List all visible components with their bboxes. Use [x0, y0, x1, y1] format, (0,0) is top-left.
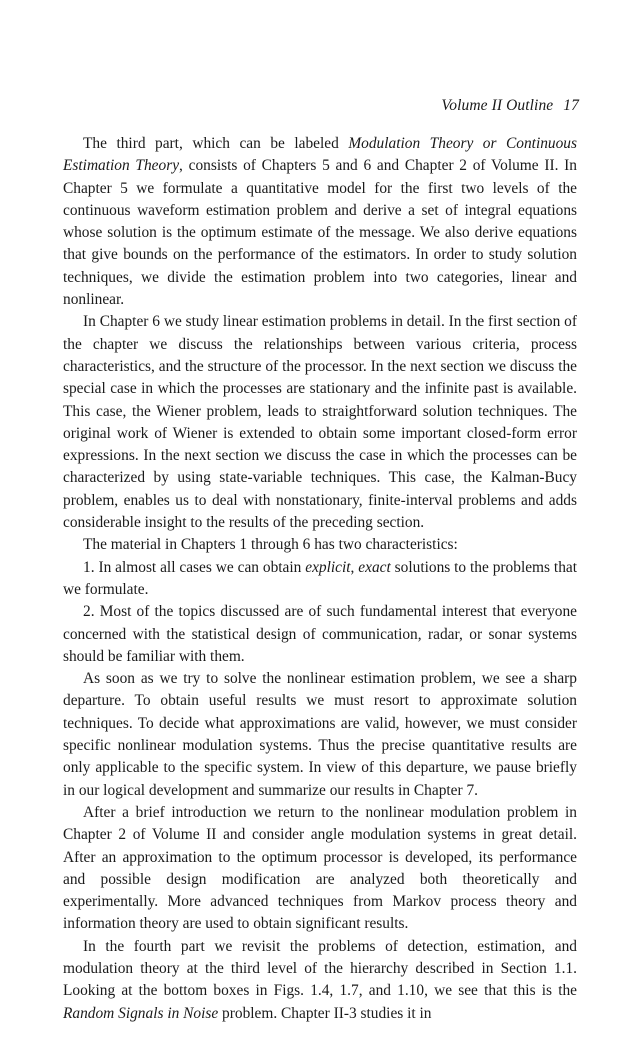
text-segment: ,	[350, 558, 359, 576]
text-segment: 2. Most of the topics discussed are of such fundamental interest that everyone concerned with the statistical design of communication, radar, or sonar systems should be familiar with them.	[63, 603, 577, 665]
italic-text-segment: explicit	[305, 558, 351, 576]
text-segment: In Chapter 6 we study linear estimation problems in detail. In the first section of the chapter we discuss the relationships between various criteria, process characteristics, and the structure of the processor. In the next section we discuss the special case in which the processes are stationary and the infinite past is available. This case, the Wiener problem, leads to straightforward solution techniques. The original work of Wiener is extended to obtain some important closed-form error expressions. In the next section we discuss the case in which the processes can be characterized by using state-variable techniques. This case, the Kalman-Bucy problem, enables us to deal with nonstationary, finite-interval problems and adds considerable insight to the results of the preceding section.	[63, 313, 577, 532]
text-segment: The third part, which can be labeled	[83, 135, 349, 152]
running-header-title: Volume II Outline	[441, 97, 554, 114]
paragraph	[63, 311, 577, 534]
text-segment: problem. Chapter II-3 studies it in	[218, 1004, 432, 1022]
paragraph	[63, 802, 577, 936]
text-segment: As soon as we try to solve the nonlinear estimation problem, we see a sharp departure. To obtain useful results we must resort to approximate solution techniques. To decide what approximations are valid, however, we must consider specific nonlinear modulation systems. Thus the precise quantitative results are only applicable to the specific system. In view of this departure, we pause briefly in our logical development and summarize our results in Chapter 7.	[63, 670, 577, 799]
paragraph	[63, 133, 577, 311]
italic-text-segment: Random Signals in Noise	[63, 1004, 219, 1022]
body-text	[63, 133, 577, 1025]
italic-text-segment: Modulation Theory or Continuous Estimation Theory	[63, 135, 577, 175]
text-segment: , consists of Chapters 5 and 6 and Chapter 2 of Volume II. In Chapter 5 we formulate a quantitative model for the first two levels of the continuous waveform estimation problem and derive a set of integral equations whose solution is the optimum estimate of the message. We also derive equations that give bounds on the performance of the estimators. In order to study solution techniques, we divide the estimation problem into two categories, linear and nonlinear.	[63, 157, 577, 309]
paragraph	[63, 534, 577, 556]
running-header	[441, 97, 579, 115]
italic-text-segment: exact	[358, 558, 391, 576]
text-segment: solutions to the problems that we formulate.	[63, 558, 577, 598]
paragraph	[63, 601, 577, 668]
text-segment: After a brief introduction we return to the nonlinear modulation problem in Chapter 2 of Volume II and consider angle modulation systems in great detail. After an approximation to the optimum processor is developed, its performance and possible design modification are analyzed both theoretically and experimentally. More advanced techniques from Markov process theory and information theory are used to obtain significant results.	[63, 803, 577, 933]
paragraph	[63, 557, 577, 602]
page-number: 17	[563, 97, 579, 114]
text-segment: The material in Chapters 1 through 6 has two characteristics:	[83, 536, 458, 554]
text-segment: In the fourth part we revisit the problems of detection, estimation, and modulation theory at the third level of the hierarchy described in Section 1.1. Looking at the bottom boxes in Figs. 1.4, 1.7, and 1.10, we see that this is the	[63, 937, 577, 1000]
text-segment: 1. In almost all cases we can obtain	[83, 558, 306, 576]
paragraph	[63, 668, 577, 802]
paragraph	[63, 936, 577, 1025]
